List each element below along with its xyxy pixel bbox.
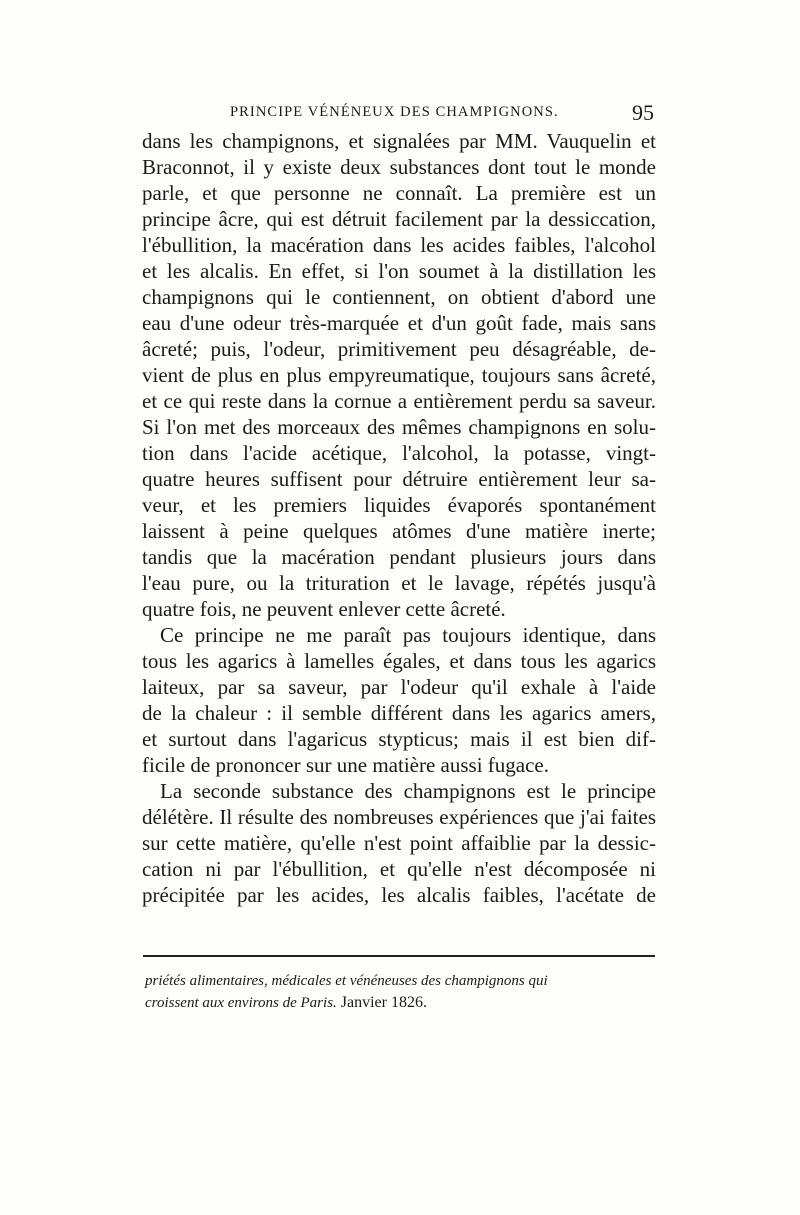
footnote (145, 970, 655, 1014)
footnote-date: Janvier 1826. (336, 994, 427, 1011)
text-line: quatre heures suffisent pour détruire entièrement leur sa- (142, 467, 656, 491)
text-line: tandis que la macération pendant plusieurs jours dans (142, 545, 656, 569)
text-line: La seconde substance des champignons est le principe (160, 779, 656, 803)
text-line: laiteux, par sa saveur, par l'odeur qu'il exhale à l'aide (142, 675, 656, 699)
text-line: principe âcre, qui est détruit facilement par la dessiccation, (142, 207, 656, 231)
text-line: tous les agarics à lamelles égales, et dans tous les agarics (142, 649, 656, 673)
text-line: l'ébullition, la macération dans les acides faibles, l'alcohol (142, 233, 656, 257)
text-line: veur, et les premiers liquides évaporés spontanément (142, 493, 656, 517)
text-line: cation ni par l'ébullition, et qu'elle n'est décomposée ni (142, 857, 656, 881)
text-line: Braconnot, il y existe deux substances dont tout le monde (142, 155, 656, 179)
text-line: parle, et que personne ne connaît. La première est un (142, 181, 656, 205)
footnote-title-text: croissent aux environs de Paris. (145, 995, 337, 1011)
footnote-line (145, 992, 655, 1014)
text-line: tion dans l'acide acétique, l'alcohol, la potasse, vingt- (142, 441, 656, 465)
text-line: Ce principe ne me paraît pas toujours identique, dans (160, 623, 656, 647)
text-line: âcreté; puis, l'odeur, primitivement peu désagréable, de- (142, 337, 656, 361)
text-line: laissent à peine quelques atômes d'une matière inerte; (142, 519, 656, 543)
text-line: et les alcalis. En effet, si l'on soumet à la distillation les (142, 259, 656, 283)
text-line: Si l'on met des morceaux des mêmes champignons en solu- (142, 415, 656, 439)
running-head: PRINCIPE VÉNÉNEUX DES CHAMPIGNONS. (230, 104, 559, 120)
page-header (218, 100, 654, 130)
text-line: dans les champignons, et signalées par MM. Vauquelin et (142, 129, 656, 153)
text-line: quatre fois, ne peuvent enlever cette âcreté. (142, 597, 506, 621)
text-line: délétère. Il résulte des nombreuses expériences que j'ai faites (142, 805, 656, 829)
text-line: ficile de prononcer sur une matière aussi fugace. (142, 753, 549, 777)
body-text (142, 128, 656, 908)
text-line: et surtout dans l'agaricus stypticus; mais il est bien dif- (142, 727, 656, 751)
text-line: l'eau pure, ou la trituration et le lavage, répétés jusqu'à (142, 571, 656, 595)
text-line: sur cette matière, qu'elle n'est point affaiblie par la dessic- (142, 831, 656, 855)
footnote-line: priétés alimentaires, médicales et vénéneuses des champignons qui (145, 973, 548, 989)
text-line: champignons qui le contiennent, on obtient d'abord une (142, 285, 656, 309)
text-line: vient de plus en plus empyreumatique, toujours sans âcreté, (142, 363, 656, 387)
text-line: et ce qui reste dans la cornue a entièrement perdu sa saveur. (142, 389, 656, 413)
text-line: eau d'une odeur très-marquée et d'un goût fade, mais sans (142, 311, 656, 335)
footnote-divider (143, 955, 655, 957)
page-number: 95 (632, 100, 654, 125)
text-line: de la chaleur : il semble différent dans les agarics amers, (142, 701, 656, 725)
text-line: précipitée par les acides, les alcalis faibles, l'acétate de (142, 883, 656, 907)
